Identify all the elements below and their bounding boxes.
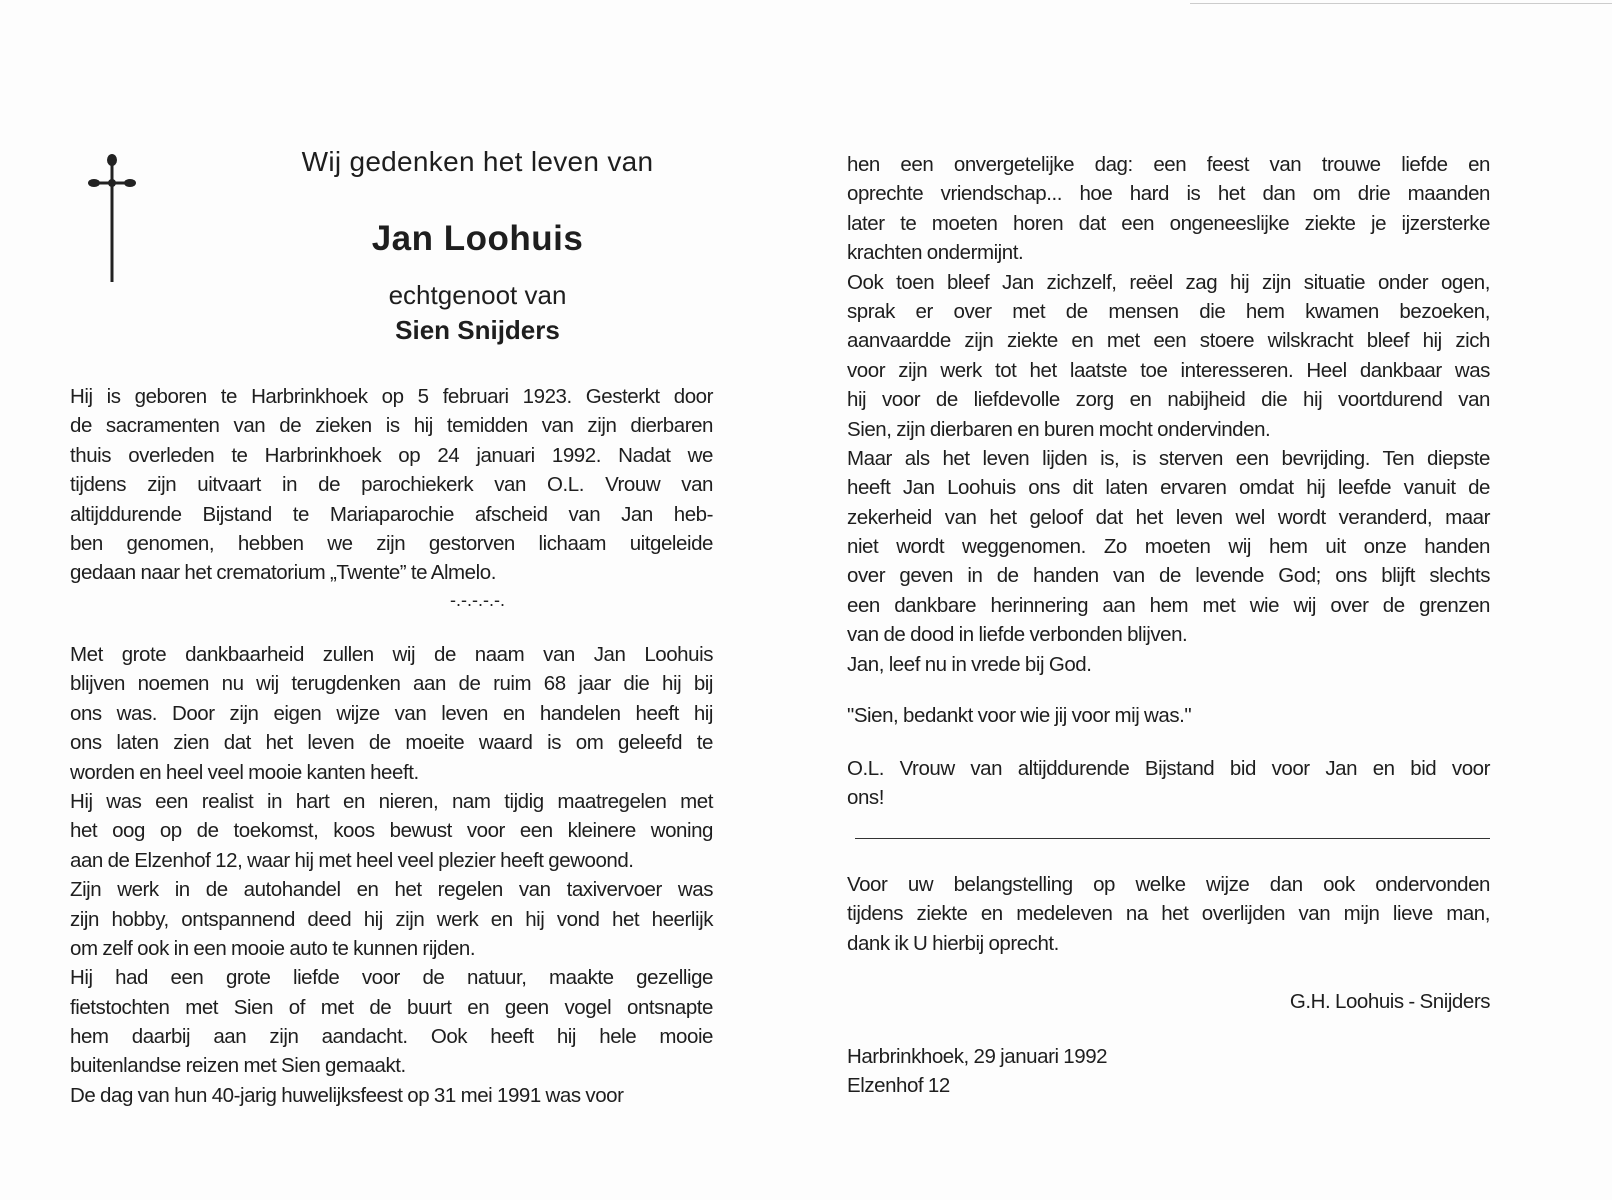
text-line: gedaan naar het crematorium „Twente” te Almelo. xyxy=(70,561,496,585)
right-paragraphs xyxy=(847,150,1490,679)
text-line: dank ik U hierbij oprecht. xyxy=(847,931,1059,955)
quote xyxy=(847,701,1490,730)
text-line: hij voor de liefdevolle zorg en nabijheid die hij voortdurend van xyxy=(847,388,1490,412)
address: Elzenhof 12 xyxy=(847,1074,950,1098)
signature xyxy=(847,987,1490,1016)
text-line: blijven noemen nu wij terugdenken aan de ruim 68 jaar die hij bij xyxy=(70,672,713,696)
text-line: een dankbare herinnering aan hem met wie wij over de grenzen xyxy=(847,593,1490,617)
text-line: tijdens zijn uitvaart in de parochiekerk van O.L. Vrouw van xyxy=(70,473,713,497)
text-line: hen een onvergetelijke dag: een feest van trouwe liefde en xyxy=(847,153,1490,176)
text-line: O.L. Vrouw van altijddurende Bijstand bid voor Jan en bid voor xyxy=(847,757,1490,780)
text-line: Jan, leef nu in vrede bij God. xyxy=(847,652,1092,676)
text-line: Hij was een realist in hart en nieren, nam tijdig maatregelen met xyxy=(70,789,713,813)
text-line: zekerheid van het geloof dat het leven wel wordt veranderd, maar xyxy=(847,505,1490,529)
place-date: Harbrinkhoek, 29 januari 1992 xyxy=(847,1045,1108,1068)
text-line: ons! xyxy=(847,786,884,810)
text-line: heeft Jan Loohuis ons dit laten ervaren omdat hij leefde vanuit de xyxy=(847,476,1490,500)
thanks xyxy=(847,870,1490,958)
place-date-block xyxy=(847,1042,1490,1101)
text-line: ons laten zien dat het leven de moeite waard is om geleefd te xyxy=(70,731,713,755)
text-line: worden en heel veel mooie kanten heeft. xyxy=(70,760,419,784)
text-line: om zelf ook in een mooie auto te kunnen rijden. xyxy=(70,936,476,960)
signature-text: G.H. Loohuis - Snijders xyxy=(1289,990,1490,1013)
text-line: voor zijn werk tot het laatste toe interesseren. Heel dankbaar was xyxy=(847,358,1490,382)
cross-icon xyxy=(86,150,138,286)
text-line: zijn hobby, ontspannend deed hij zijn werk en hij vond het heerlijk xyxy=(70,907,713,931)
text-line: Met grote dankbaarheid zullen wij de naam van Jan Loohuis xyxy=(70,643,713,666)
text-line: Zijn werk in de autohandel en het regelen van taxivervoer was xyxy=(70,878,713,902)
text-line: over geven in de handen van de levende God; ons blijft slechts xyxy=(847,564,1490,588)
intro-heading: Wij gedenken het leven van xyxy=(301,146,654,177)
relation-label: echtgenoot van xyxy=(388,280,567,310)
text-line: van de dood in liefde verbonden blijven. xyxy=(847,623,1188,647)
text-line: ben genomen, hebben we zijn gestorven lichaam uitgeleide xyxy=(70,531,713,555)
text-line: later te moeten horen dat een ongeneeslijke ziekte je ijzersterke xyxy=(847,211,1490,235)
divider xyxy=(855,838,1490,839)
text-line: buitenlandse reizen met Sien gemaakt. xyxy=(70,1054,406,1078)
text-line: niet wordt weggenomen. Zo moeten wij hem uit onze handen xyxy=(847,535,1490,559)
text-line: aan de Elzenhof 12, waar hij met heel veel plezier heeft gewoond. xyxy=(70,848,634,872)
left-paragraphs xyxy=(70,640,713,1110)
deceased-name: Jan Loohuis xyxy=(371,219,584,258)
text-line: ons was. Door zijn eigen wijze van leven en handelen heeft hij xyxy=(70,701,713,725)
text-line: fietstochten met Sien of met de buurt en geen vogel ontsnapte xyxy=(70,995,713,1019)
text-line: Ook toen bleef Jan zichzelf, reëel zag hij zijn situatie onder ogen, xyxy=(847,270,1490,294)
text-line: het oog op de toekomst, koos bewust voor een kleinere woning xyxy=(70,819,713,843)
text-line: Voor uw belangstelling op welke wijze dan ook ondervonden xyxy=(847,873,1490,896)
scan-edge-line xyxy=(1190,3,1612,4)
text-line: krachten ondermijnt. xyxy=(847,241,1024,265)
separator: -.-.-.-.-. xyxy=(450,590,505,610)
text-line: de sacramenten van de zieken is hij temidden van zijn dierbaren xyxy=(70,414,713,438)
text-line: thuis overleden te Harbrinkhoek op 24 januari 1992. Nadat we xyxy=(70,443,713,467)
quote-text: "Sien, bedankt voor wie jij voor mij was." xyxy=(847,704,1192,727)
left-paragraph-birth xyxy=(70,382,713,588)
text-line: tijdens ziekte en medeleven na het overlijden van mijn lieve man, xyxy=(847,902,1490,926)
prayer xyxy=(847,754,1490,813)
spouse-name: Sien Snijders xyxy=(395,315,560,345)
text-line: aanvaardde zijn ziekte en met een stoere wilskracht bleef hij zich xyxy=(847,329,1490,353)
text-line: altijddurende Bijstand te Mariaparochie afscheid van Jan heb- xyxy=(70,502,713,526)
text-line: Hij had een grote liefde voor de natuur, maakte gezellige xyxy=(70,966,713,990)
text-line: hem daarbij aan zijn aandacht. Ook heeft hij hele mooie xyxy=(70,1025,713,1049)
text-line: Hij is geboren te Harbrinkhoek op 5 februari 1923. Gesterkt door xyxy=(70,385,713,408)
text-line: sprak er over met de mensen die hem kwamen bezoeken, xyxy=(847,299,1490,323)
text-line: De dag van hun 40-jarig huwelijksfeest op 31 mei 1991 was voor xyxy=(70,1083,624,1107)
text-line: oprechte vriendschap... hoe hard is het dan om drie maanden xyxy=(847,182,1490,206)
text-line: Maar als het leven lijden is, is sterven een bevrijding. Ten diepste xyxy=(847,446,1490,470)
text-line: Sien, zijn dierbaren en buren mocht ondervinden. xyxy=(847,417,1271,441)
